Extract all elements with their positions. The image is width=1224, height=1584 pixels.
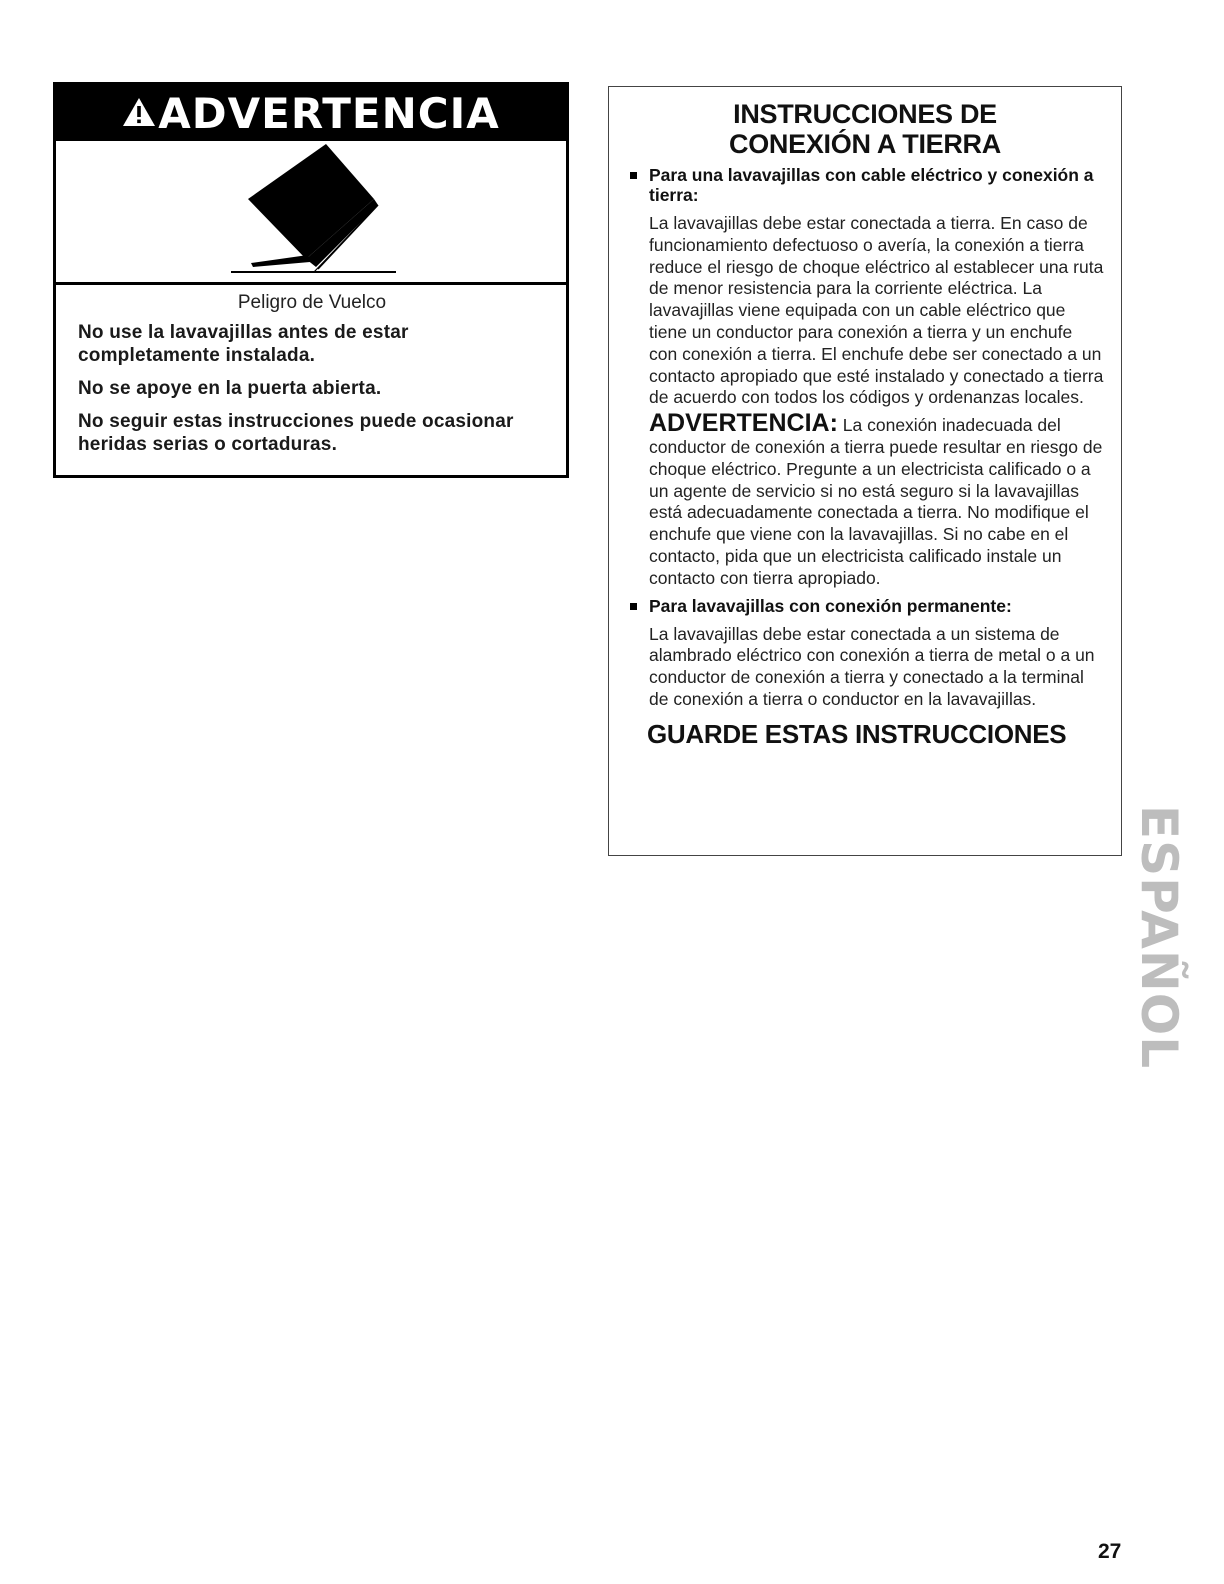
grounding-warning	[609, 409, 1121, 589]
section1-body: La lavavajillas debe estar conectada a tierra. En caso de funcionamiento defectuoso o avería, la conexión a tierra reduce el riesgo de choque eléctrico al establecer una ruta de menor resistencia para la corriente eléctrica. La lavavajillas viene equipada con un cable eléctrico que tiene un conductor para conexión a tierra y un enchufe con conexión a tierra. El enchufe debe ser conectado a un contacto apropiado que esté instalado y conectado a tierra de acuerdo con todos los códigos y ordenanzas locales.	[649, 213, 1104, 408]
warning-title: Peligro de Vuelco	[237, 292, 387, 313]
warning-line: No se apoye en la puerta abierta.	[78, 378, 382, 399]
grounding-title-line2: CONEXIÓN A TIERRA	[729, 129, 1001, 159]
grounding-instructions-box	[608, 86, 1122, 856]
bullet-square-icon	[630, 172, 637, 179]
section1-heading: Para una lavavajillas con cable eléctrico y conexión a tierra:	[609, 165, 1121, 205]
language-side-tab	[1130, 804, 1188, 1070]
bullet-square-icon	[630, 603, 637, 610]
tipping-dishwasher-icon	[56, 141, 566, 285]
section2-heading: Para lavavajillas con conexión permanente:	[609, 596, 1121, 616]
grounding-warning-body: La conexión inadecuada del conductor de conexión a tierra puede resultar en riesgo de choque eléctrico. Pregunte a un electricista calificado o a un agente de servicio si no está seguro si la lavavajillas está adecuadamente conectada a tierra. No modifique el enchufe que viene con la lavavajillas. Si no cabe en el contacto, pida que un electricista calificado instale un contacto con tierra apropiado.	[649, 415, 1103, 588]
language-side-tab-label: ESPAÑOL	[1130, 804, 1188, 1070]
warning-box	[53, 82, 569, 478]
warning-header	[56, 85, 566, 141]
warning-triangle-icon	[122, 89, 156, 138]
section2-body: La lavavajillas debe estar conectada a un sistema de alambrado eléctrico con conexión a tierra de metal o a un conductor de conexión a tierra y conectado a la terminal de conexión a tierra o conductor en la lavavajillas.	[649, 623, 1095, 709]
grounding-title	[609, 99, 1121, 159]
grounding-title-line1: INSTRUCCIONES DE	[733, 99, 997, 129]
warning-line: No use la lavavajillas antes de estar completamente instalada.	[78, 322, 409, 366]
warning-header-text: ADVERTENCIA	[158, 88, 500, 138]
page-number: 27	[1098, 1540, 1122, 1563]
grounding-warning-label: ADVERTENCIA:	[649, 409, 838, 438]
save-instructions-footer: GUARDE ESTAS INSTRUCCIONES	[647, 718, 1067, 749]
warning-line: No seguir estas instrucciones puede ocasionar heridas serias o cortaduras.	[78, 411, 514, 455]
